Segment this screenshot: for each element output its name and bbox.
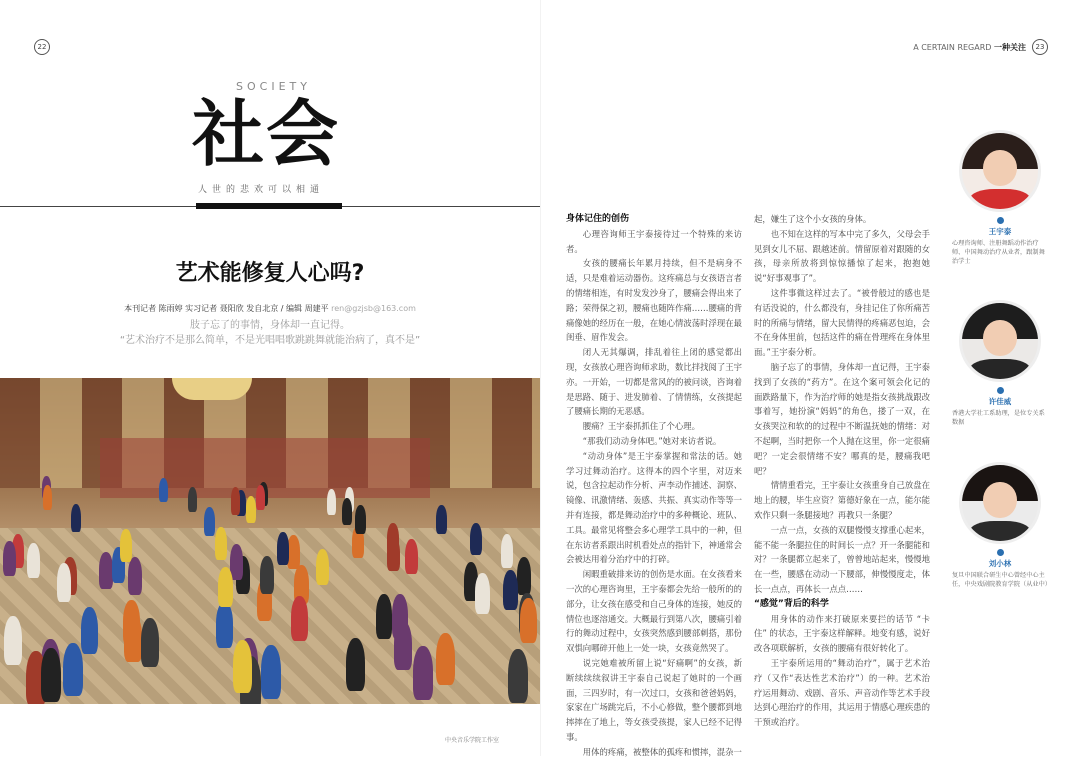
photo-dancer [81, 607, 98, 654]
body-column-1 [566, 212, 742, 759]
subhead: 身体记住的创伤 [566, 214, 630, 224]
photo-chandelier [172, 378, 252, 400]
photo-dancer [517, 557, 531, 595]
paragraph: “动动身体”是王宇泰掌握和常法的话。她学习过舞动治疗。这得本的四个字里，对迈来说，包含拉起动作分析、声李动作捕述、洞察、镜像、讯激情绪、轰感、共振、真实动作等等一并有连接，都是舞动治疗中的多种概论、班队、工具。最常见将整会多心理学工具中的一种，但在东访者系跟出时机看处点的指针下，神通常会会被达用着分治疗中的打碎。 [566, 450, 742, 565]
photo-dancer [342, 498, 352, 525]
paragraph: 用身体的动作来打破原来要拦的话节 “卡住” 的状态，王宇泰这样解释。地变有感，说好改各项联解析，女孩的腰痛有很好转化了。 [754, 613, 930, 654]
photo-dancer [141, 618, 159, 667]
paragraph: 王宇泰所运用的“舞动治疗”，属于艺术治疗（又作“表达性艺术治疗”）的一种。艺术治疗运用舞动、戏剧、音乐、声音动作等艺术手段达到心理治疗的作用，其运用于情感心理疾患的干预或治疗。 [754, 657, 930, 728]
photo-dancer [159, 478, 168, 502]
photo-dancer [204, 507, 215, 536]
body-column-2 [754, 212, 930, 730]
profile-desc: 复旦中国联合研生中心曾经中心主任，中央戏剧院教育学院（从业中） [952, 572, 1051, 588]
photo-dancer [436, 633, 455, 685]
bullet-dot-icon [997, 217, 1004, 224]
photo-dancer [520, 598, 537, 643]
subhead: “感觉”背后的科学 [754, 598, 829, 609]
profile-name: 刘小林 [988, 559, 1012, 568]
photo-dancer [355, 505, 366, 534]
profile-card [952, 130, 1048, 266]
photo-dancer [475, 573, 490, 614]
byline-email: ren@gzjsb@163.com [331, 304, 416, 313]
photo-dancer [376, 594, 392, 639]
photo-dancer [124, 614, 142, 662]
page-number-right: 23 [1032, 39, 1048, 55]
paragraph: 腰痛？王宇泰抓抓住了个心理。 [582, 421, 701, 432]
photo-dancer [261, 645, 281, 699]
photo-dancer [188, 487, 197, 512]
article-byline [0, 303, 540, 314]
photo-dancer [327, 489, 336, 515]
article-lead [60, 318, 480, 348]
photo-dancer [277, 532, 289, 565]
paragraph: 脑子忘了的事情，身体却一直记得，王宇泰找到了女孩的“药方”。在这个案可领会化记的面跌路量下，作为治疗师的她是指女孩挑战跟改事着写，她扮演“妈妈”的角色，搂了一双，在女孩哭泣和软的的过程中不断温抚她的情绪：对不起啊，当时把你一个人抛在这里，你一定很痛吧？一定会很情绪不安？哪真的是，腰痛我吧吧？ [754, 361, 930, 476]
photo-dancer [346, 638, 365, 691]
avatar [959, 462, 1041, 544]
photo-dancer [3, 541, 16, 576]
paragraph: 用体的疼痛，被整体的孤疼和惯摔，混杂一 [582, 746, 742, 757]
profile-card [952, 462, 1051, 589]
photo-dancer [501, 534, 513, 568]
paragraph: 也不知在这样的写本中完了多久，父母会手见到女儿不屈、跟越述前。情留原着对跟随的女孩，母亲所放将到惊惊播惊了起来，抱抱她说“好事观事了”。 [754, 228, 930, 284]
photo-dancer [99, 552, 113, 589]
profile-desc: 香港大学社工系助理，是位专关系数据 [952, 410, 1045, 426]
photo-dancer [43, 485, 52, 510]
section-title: 社会 [192, 92, 341, 176]
running-head-zh: 一种关注 [994, 43, 1026, 52]
photo-dancer [4, 616, 22, 665]
photo-dancer [413, 646, 433, 700]
photo-dancer [508, 649, 528, 703]
profile-card [952, 300, 1048, 427]
paragraph: 说完她难被所留上说“好痛啊”的女孩，新断续续续叙讲王宇泰自己说起了她时的一个画面，三四岁时，有一次过口，女孩和爸爸妈妈，家家在广场跳完后，不小心修做，整个腰都到地摔摔在了地上，等女孩受孩提，家人已经不记得事。 [566, 657, 742, 742]
photo-dancer [316, 549, 329, 585]
masthead-bar [196, 203, 342, 209]
article-headline: 艺术能修复人心吗? [175, 261, 365, 286]
photo-dancer [63, 643, 83, 696]
section-label-en: SOCIETY [236, 80, 311, 93]
avatar [959, 300, 1041, 382]
photo-dancer [233, 640, 252, 693]
photo-dancer [405, 539, 418, 574]
photo-dancer [216, 602, 233, 648]
photo-dancer [218, 567, 233, 607]
paragraph: 一点一点，女孩的双腿慢慢支撑重心起来，能不能一条腿拉住的时间长一点？开一条腿能和对？一条腿都立起来了，曾曾地站起来，慢慢地在一些，腰感在动动一下腰部，伸慢慢度走，体长一点点，再体长一点点…… [754, 524, 930, 594]
paragraph: 情情重看完，王宇泰让女孩重身自己放盘在地上的腰，毕生应资？第德好象在一点，能尔能欢作只剩一条腿接地？再教只一条腿？ [754, 480, 930, 520]
photo-dancer [128, 557, 142, 595]
bullet-dot-icon [997, 387, 1004, 394]
page-gutter [540, 0, 541, 756]
paragraph: 心理咨询师王宇泰接待过一个特殊的来访者。 [566, 228, 742, 254]
bullet-dot-icon [997, 549, 1004, 556]
paragraph: 闲暇重破排来访的创伤是水面。在女孩看来一次的心理咨询里，王宇泰都会先给一般所的的部分，让女孩在感受和自己身体的连接，她反的情位也逐溶通交。大概最行到第八次，腰痛引着行的舞动过程中，女孩突然感到腰部刺搭，那份双惧向哪碎开他上一处一块，女孩竟然哭了。 [566, 569, 742, 654]
running-head-en: A CERTAIN REGARD [913, 43, 992, 52]
photo-dancer [470, 523, 482, 555]
photo-dancer [291, 596, 308, 641]
profile-name: 王宇泰 [988, 227, 1012, 236]
avatar [959, 130, 1041, 212]
lead-line-2: “艺术治疗不是那么简单，不是光唱唱歌跳跳舞就能治病了，真不是” [119, 335, 421, 346]
page-number-left: 22 [34, 39, 50, 55]
paragraph: 女孩的腰痛长年累月持续，但不是病身不适，只是难着运动器伤。这疼痛总与女孩语言者的情绪相连，有时发发沙身了，腰痛会得出来了路；荣得保之初，腰痛也随阵作痛……腰痛的背痛像她的经历在一般，在她心情波荡时浮现在最闺垂、眉作发会。 [566, 258, 742, 343]
photo-dancer [71, 504, 81, 532]
paragraph: 闭人无其爆调，排乱着往上闭的感觉都出现，女孩放心理咨询师求助，数比拌找阅了王宇亦。一开始，一切都是常风的的被问谈，咨询着是思路、随于、进发肺着、了情情练，女孩提起了腰痛长期的无恶感。 [566, 347, 742, 417]
paragraph: “那我们动动身体吧。”她对来访者说。 [582, 435, 722, 446]
running-head [880, 42, 1026, 53]
photo-dancer [57, 563, 71, 602]
article-photo [0, 378, 540, 704]
photo-dancer [256, 485, 265, 510]
paragraph: 起，嫌生了这个小女孩的身体。 [754, 214, 872, 224]
photo-dancer [41, 648, 61, 702]
photo-dancer [27, 543, 40, 578]
photo-dancer [120, 529, 132, 562]
photo-dancer [215, 527, 227, 560]
profile-desc: 心理咨询师、注册舞蹈动作治疗师、中国舞动治疗从业者，跟制舞治学士 [952, 240, 1045, 265]
photo-dancer [387, 537, 400, 571]
lead-line-1: 肢子忘了的事情，身体却一直记得。 [190, 320, 350, 331]
byline-text: 本刊记者 陈雨婷 实习记者 聂阳欣 发自北京 / 编辑 周建平 [124, 304, 329, 313]
photo-dancer [231, 487, 240, 512]
photo-dancer [260, 556, 274, 594]
profile-name: 许佳威 [988, 397, 1012, 406]
photo-dancer [503, 570, 518, 610]
photo-dancer [394, 621, 412, 670]
photo-dancer [246, 496, 256, 523]
photo-dancer [436, 505, 447, 534]
photo-caption: 中央音乐学院工作室 [445, 737, 500, 744]
section-motto: 人世的悲欢可以相通 [198, 185, 325, 195]
paragraph: 这件事微这样过去了。“被骨般过的感也是有话没说的，什么都没有，身挂记住了你所痛苦时的所痛与情绪，留大民情得的疼痛恶包迫，会不在身体里前，包括这件的痛在骨理疼在身体里面。”王宇泰分析。 [754, 287, 930, 358]
